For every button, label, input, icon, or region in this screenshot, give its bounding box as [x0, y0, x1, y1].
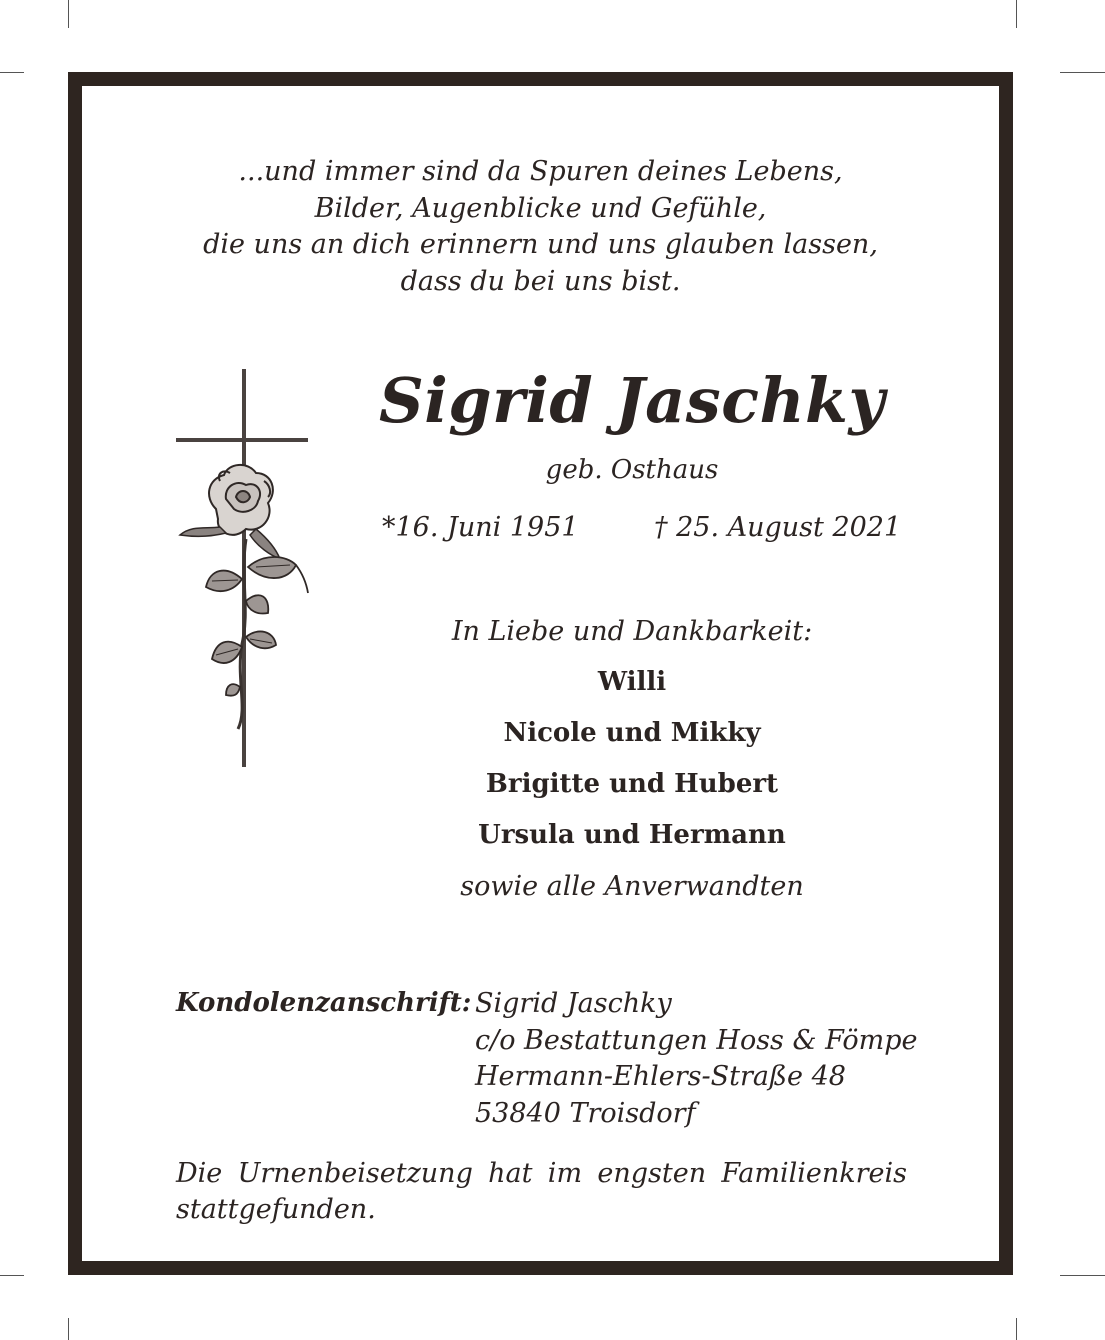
- mourner-name: Ursula und Hermann: [478, 820, 786, 850]
- deceased-name: Sigrid Jaschky: [378, 364, 886, 437]
- crop-mark: [0, 72, 24, 73]
- address-line: 53840 Troisdorf: [475, 1097, 696, 1129]
- mourners-intro: In Liebe und Dankbarkeit:: [451, 616, 813, 647]
- condolence-address: [475, 986, 917, 1132]
- poem-line: ...und immer sind da Spuren deines Lebens,: [238, 156, 843, 187]
- condolence-label: Kondolenzanschrift:: [176, 988, 472, 1018]
- mourners-closing: sowie alle Anverwandten: [460, 871, 804, 902]
- birth-date: *16. Juni 1951: [382, 512, 579, 543]
- crop-mark: [1016, 1318, 1017, 1340]
- mourner-name: Nicole und Mikky: [503, 718, 761, 748]
- mourner-name: Willi: [597, 667, 667, 697]
- cross-with-rose-icon: [176, 369, 311, 769]
- obituary-frame: [68, 72, 1013, 1275]
- crop-mark: [68, 0, 69, 28]
- crop-mark: [68, 1318, 69, 1340]
- poem-line: dass du bei uns bist.: [400, 265, 681, 297]
- poem-line: Bilder, Augenblicke und Gefühle,: [314, 192, 767, 224]
- poem-line: die uns an dich erinnern und uns glauben lassen,: [203, 229, 878, 260]
- poem: [82, 154, 999, 300]
- death-date: † 25. August 2021: [654, 512, 902, 543]
- crop-mark: [0, 1275, 24, 1276]
- crop-mark: [1060, 72, 1105, 73]
- crop-mark: [1060, 1275, 1105, 1276]
- burial-note: Die Urnenbeisetzung hat im engsten Familienkreis stattgefunden.: [176, 1158, 907, 1225]
- address-line: c/o Bestattungen Hoss & Fömpe: [475, 1024, 918, 1056]
- birth-name: geb. Osthaus: [545, 455, 719, 485]
- address-line: Hermann-Ehlers-Straße 48: [475, 1061, 846, 1092]
- crop-mark: [1016, 0, 1017, 28]
- mourner-name: Brigitte und Hubert: [485, 769, 779, 799]
- address-line: Sigrid Jaschky: [475, 988, 672, 1019]
